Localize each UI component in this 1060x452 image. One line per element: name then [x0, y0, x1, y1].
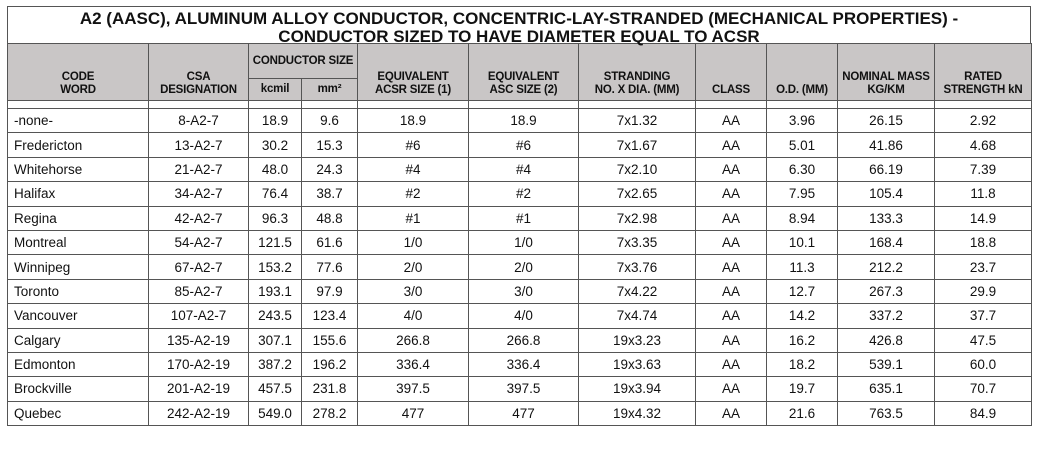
cell-code-word: Vancouver [8, 304, 149, 328]
cell-class: AA [696, 182, 767, 206]
cell-od: 12.7 [767, 279, 838, 303]
cell-equivalent-acsr: #2 [358, 182, 469, 206]
cell-kcmil: 30.2 [249, 133, 302, 157]
spec-table-container [7, 6, 1031, 426]
cell-equivalent-acsr: 18.9 [358, 109, 469, 133]
cell-class: AA [696, 279, 767, 303]
table-row [8, 255, 1032, 279]
cell-stranding: 7x3.76 [579, 255, 696, 279]
cell-code-word: -none- [8, 109, 149, 133]
header-code-word: CODE WORD [8, 44, 149, 101]
cell-equivalent-acsr: #1 [358, 206, 469, 230]
cell-od: 19.7 [767, 377, 838, 401]
cell-class: AA [696, 401, 767, 425]
cell-rated-strength: 37.7 [935, 304, 1032, 328]
cell-csa-designation: 13-A2-7 [149, 133, 249, 157]
header-rated-strength: RATED STRENGTH kN [935, 44, 1032, 101]
cell-kcmil: 76.4 [249, 182, 302, 206]
title-line-1: A2 (AASC), ALUMINUM ALLOY CONDUCTOR, CONCENTRIC-LAY-STRANDED (MECHANICAL PROPERTIES) - [79, 9, 959, 28]
cell-mm2: 9.6 [302, 109, 358, 133]
cell-equivalent-asc: #2 [469, 182, 579, 206]
cell-od: 18.2 [767, 352, 838, 376]
cell-nominal-mass: 133.3 [838, 206, 935, 230]
cell-csa-designation: 21-A2-7 [149, 157, 249, 181]
cell-code-word: Fredericton [8, 133, 149, 157]
header-conductor-size: CONDUCTOR SIZE [249, 44, 358, 79]
cell-equivalent-asc: 266.8 [469, 328, 579, 352]
cell-stranding: 7x4.22 [579, 279, 696, 303]
cell-csa-designation: 85-A2-7 [149, 279, 249, 303]
cell-equivalent-asc: #6 [469, 133, 579, 157]
spacer-row [8, 101, 1032, 109]
cell-nominal-mass: 763.5 [838, 401, 935, 425]
title-line-2: CONDUCTOR SIZED TO HAVE DIAMETER EQUAL TO ACSR [278, 27, 760, 46]
cell-mm2: 278.2 [302, 401, 358, 425]
cell-rated-strength: 47.5 [935, 328, 1032, 352]
cell-rated-strength: 4.68 [935, 133, 1032, 157]
cell-class: AA [696, 377, 767, 401]
cell-csa-designation: 242-A2-19 [149, 401, 249, 425]
cell-stranding: 7x2.65 [579, 182, 696, 206]
cell-class: AA [696, 304, 767, 328]
cell-kcmil: 549.0 [249, 401, 302, 425]
cell-od: 5.01 [767, 133, 838, 157]
table-row [8, 206, 1032, 230]
table-row [8, 401, 1032, 425]
header-stranding: STRANDING NO. X DIA. (MM) [579, 44, 696, 101]
cell-mm2: 97.9 [302, 279, 358, 303]
cell-code-word: Calgary [8, 328, 149, 352]
cell-equivalent-asc: 2/0 [469, 255, 579, 279]
table-row [8, 109, 1032, 133]
cell-code-word: Whitehorse [8, 157, 149, 181]
cell-class: AA [696, 230, 767, 254]
table-row [8, 182, 1032, 206]
cell-nominal-mass: 26.15 [838, 109, 935, 133]
table-row [8, 377, 1032, 401]
cell-class: AA [696, 206, 767, 230]
cell-code-word: Regina [8, 206, 149, 230]
cell-csa-designation: 107-A2-7 [149, 304, 249, 328]
cell-rated-strength: 60.0 [935, 352, 1032, 376]
cell-rated-strength: 7.39 [935, 157, 1032, 181]
cell-code-word: Edmonton [8, 352, 149, 376]
cell-rated-strength: 84.9 [935, 401, 1032, 425]
cell-equivalent-acsr: 3/0 [358, 279, 469, 303]
cell-rated-strength: 14.9 [935, 206, 1032, 230]
cell-equivalent-acsr: 266.8 [358, 328, 469, 352]
cell-equivalent-asc: 477 [469, 401, 579, 425]
header-equivalent-acsr: EQUIVALENT ACSR SIZE (1) [358, 44, 469, 101]
cell-nominal-mass: 212.2 [838, 255, 935, 279]
cell-mm2: 155.6 [302, 328, 358, 352]
cell-rated-strength: 70.7 [935, 377, 1032, 401]
cell-class: AA [696, 328, 767, 352]
header-kcmil: kcmil [249, 79, 302, 101]
cell-csa-designation: 8-A2-7 [149, 109, 249, 133]
cell-kcmil: 121.5 [249, 230, 302, 254]
cell-od: 14.2 [767, 304, 838, 328]
cell-nominal-mass: 41.86 [838, 133, 935, 157]
cell-equivalent-acsr: #4 [358, 157, 469, 181]
cell-rated-strength: 18.8 [935, 230, 1032, 254]
cell-class: AA [696, 352, 767, 376]
cell-kcmil: 387.2 [249, 352, 302, 376]
cell-kcmil: 457.5 [249, 377, 302, 401]
cell-stranding: 7x2.10 [579, 157, 696, 181]
cell-csa-designation: 34-A2-7 [149, 182, 249, 206]
cell-code-word: Toronto [8, 279, 149, 303]
cell-equivalent-acsr: #6 [358, 133, 469, 157]
cell-equivalent-asc: #1 [469, 206, 579, 230]
cell-code-word: Winnipeg [8, 255, 149, 279]
table-title [7, 6, 1031, 46]
cell-nominal-mass: 635.1 [838, 377, 935, 401]
cell-mm2: 61.6 [302, 230, 358, 254]
cell-od: 6.30 [767, 157, 838, 181]
cell-code-word: Quebec [8, 401, 149, 425]
cell-code-word: Halifax [8, 182, 149, 206]
cell-equivalent-acsr: 397.5 [358, 377, 469, 401]
cell-od: 21.6 [767, 401, 838, 425]
cell-rated-strength: 23.7 [935, 255, 1032, 279]
cell-od: 10.1 [767, 230, 838, 254]
cell-od: 7.95 [767, 182, 838, 206]
cell-equivalent-asc: 4/0 [469, 304, 579, 328]
cell-mm2: 123.4 [302, 304, 358, 328]
cell-nominal-mass: 539.1 [838, 352, 935, 376]
cell-code-word: Brockville [8, 377, 149, 401]
cell-nominal-mass: 426.8 [838, 328, 935, 352]
cell-mm2: 24.3 [302, 157, 358, 181]
header-mm2: mm² [302, 79, 358, 101]
cell-od: 11.3 [767, 255, 838, 279]
cell-equivalent-acsr: 477 [358, 401, 469, 425]
cell-od: 16.2 [767, 328, 838, 352]
cell-kcmil: 307.1 [249, 328, 302, 352]
cell-csa-designation: 170-A2-19 [149, 352, 249, 376]
cell-equivalent-acsr: 1/0 [358, 230, 469, 254]
cell-stranding: 19x4.32 [579, 401, 696, 425]
cell-mm2: 15.3 [302, 133, 358, 157]
cell-nominal-mass: 105.4 [838, 182, 935, 206]
header-od: O.D. (MM) [767, 44, 838, 101]
cell-kcmil: 193.1 [249, 279, 302, 303]
cell-class: AA [696, 133, 767, 157]
header-csa-designation: CSA DESIGNATION [149, 44, 249, 101]
cell-mm2: 48.8 [302, 206, 358, 230]
cell-nominal-mass: 267.3 [838, 279, 935, 303]
cell-class: AA [696, 109, 767, 133]
cell-stranding: 19x3.63 [579, 352, 696, 376]
cell-csa-designation: 201-A2-19 [149, 377, 249, 401]
cell-csa-designation: 54-A2-7 [149, 230, 249, 254]
table-row [8, 133, 1032, 157]
cell-equivalent-asc: 336.4 [469, 352, 579, 376]
cell-od: 3.96 [767, 109, 838, 133]
cell-nominal-mass: 66.19 [838, 157, 935, 181]
mechanical-properties-table [7, 43, 1032, 426]
table-row [8, 328, 1032, 352]
cell-mm2: 231.8 [302, 377, 358, 401]
cell-stranding: 7x2.98 [579, 206, 696, 230]
cell-equivalent-acsr: 4/0 [358, 304, 469, 328]
cell-nominal-mass: 337.2 [838, 304, 935, 328]
cell-rated-strength: 29.9 [935, 279, 1032, 303]
cell-csa-designation: 135-A2-19 [149, 328, 249, 352]
cell-rated-strength: 2.92 [935, 109, 1032, 133]
header-class: CLASS [696, 44, 767, 101]
cell-equivalent-acsr: 2/0 [358, 255, 469, 279]
table-row [8, 157, 1032, 181]
cell-equivalent-asc: 3/0 [469, 279, 579, 303]
cell-equivalent-asc: 1/0 [469, 230, 579, 254]
cell-class: AA [696, 157, 767, 181]
cell-stranding: 7x1.67 [579, 133, 696, 157]
cell-stranding: 19x3.23 [579, 328, 696, 352]
header-nominal-mass: NOMINAL MASS KG/KM [838, 44, 935, 101]
cell-stranding: 7x1.32 [579, 109, 696, 133]
cell-kcmil: 243.5 [249, 304, 302, 328]
table-row [8, 279, 1032, 303]
table-row [8, 304, 1032, 328]
cell-equivalent-asc: 397.5 [469, 377, 579, 401]
cell-equivalent-asc: #4 [469, 157, 579, 181]
cell-mm2: 38.7 [302, 182, 358, 206]
cell-od: 8.94 [767, 206, 838, 230]
cell-mm2: 196.2 [302, 352, 358, 376]
cell-stranding: 7x3.35 [579, 230, 696, 254]
cell-equivalent-acsr: 336.4 [358, 352, 469, 376]
cell-rated-strength: 11.8 [935, 182, 1032, 206]
cell-class: AA [696, 255, 767, 279]
cell-stranding: 19x3.94 [579, 377, 696, 401]
cell-kcmil: 96.3 [249, 206, 302, 230]
table-row [8, 230, 1032, 254]
cell-code-word: Montreal [8, 230, 149, 254]
cell-equivalent-asc: 18.9 [469, 109, 579, 133]
cell-kcmil: 48.0 [249, 157, 302, 181]
cell-mm2: 77.6 [302, 255, 358, 279]
table-row [8, 352, 1032, 376]
header-equivalent-asc: EQUIVALENT ASC SIZE (2) [469, 44, 579, 101]
cell-csa-designation: 42-A2-7 [149, 206, 249, 230]
cell-nominal-mass: 168.4 [838, 230, 935, 254]
cell-kcmil: 18.9 [249, 109, 302, 133]
cell-kcmil: 153.2 [249, 255, 302, 279]
cell-stranding: 7x4.74 [579, 304, 696, 328]
cell-csa-designation: 67-A2-7 [149, 255, 249, 279]
